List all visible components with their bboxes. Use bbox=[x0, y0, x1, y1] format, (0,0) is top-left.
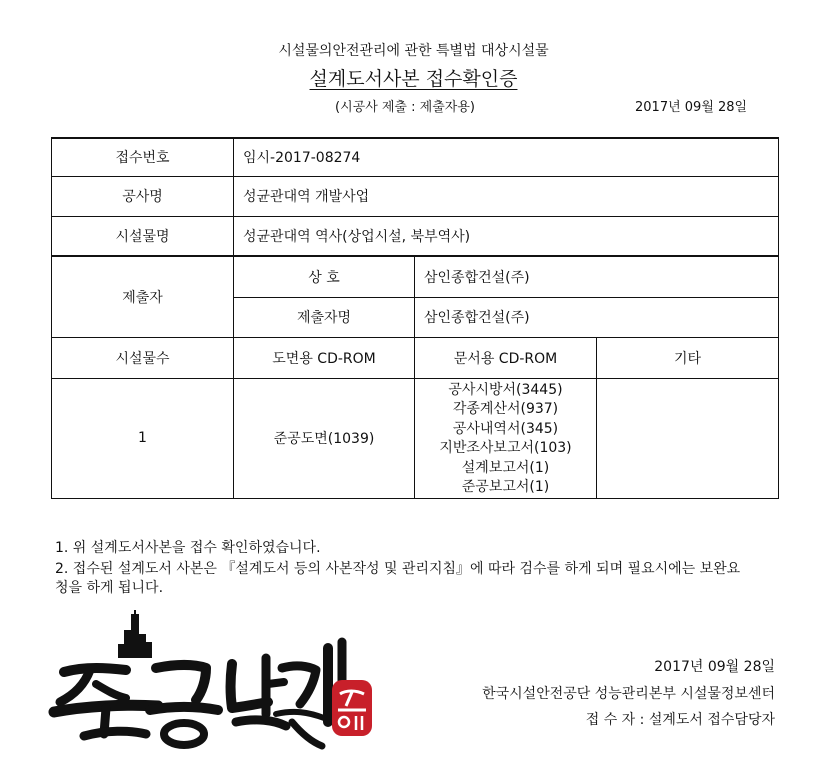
note-1: 1. 위 설계도서사본을 접수 확인하였습니다. bbox=[55, 540, 321, 556]
building-skyline-icon bbox=[118, 610, 152, 658]
document-cd-list bbox=[415, 378, 597, 498]
note-2-continued: 청을 하게 됩니다. bbox=[55, 580, 164, 596]
joongong-logo bbox=[46, 610, 376, 760]
seal-stamp-icon bbox=[332, 680, 372, 736]
company-label: 상 호 bbox=[234, 256, 415, 297]
note-2: 2. 접수된 설계도서 사본은 『설계도서 등의 사본작성 및 관리지침』에 따라 검수를 하게 되며 필요시에는 보완요 bbox=[55, 561, 741, 577]
drawing-cd-label: 도면용 CD-ROM bbox=[234, 337, 415, 378]
submitter-name-value: 삼인종합건설(주) bbox=[415, 297, 779, 337]
submitter-label: 제출자 bbox=[52, 256, 234, 337]
document-subtitle: 시설물의안전관리에 관한 특별법 대상시설물 bbox=[278, 43, 549, 59]
submission-purpose: (시공사 제출 : 제출자용) bbox=[335, 100, 475, 115]
document-item: 준공보고서(1) bbox=[461, 479, 550, 495]
facility-value: 성균관대역 역사(상업시설, 북부역사) bbox=[234, 216, 779, 256]
receipt-no-label: 접수번호 bbox=[52, 138, 234, 176]
drawing-cd-value: 준공도면(1039) bbox=[234, 378, 415, 498]
document-title-text: 설계도서사본 접수확인증 bbox=[309, 68, 518, 90]
project-row bbox=[52, 176, 779, 216]
submitter-company-row bbox=[52, 256, 779, 297]
document-item: 지반조사보고서(103) bbox=[439, 440, 572, 456]
issue-date: 2017년 09월 28일 bbox=[635, 100, 748, 115]
other-label: 기타 bbox=[597, 337, 779, 378]
document-title bbox=[0, 64, 827, 91]
document-item: 설계보고서(1) bbox=[461, 459, 550, 476]
cd-content-row bbox=[52, 378, 779, 498]
calligraphy-text-icon bbox=[54, 642, 342, 746]
receipt-no-row bbox=[52, 138, 779, 176]
document-item: 공사내역서(345) bbox=[452, 420, 559, 437]
submitter-name-label: 제출자명 bbox=[234, 297, 415, 337]
footer-organization: 한국시설안전공단 성능관리본부 시설물정보센터 bbox=[482, 686, 775, 702]
facility-count-value: 1 bbox=[52, 378, 234, 498]
receipt-form-table bbox=[51, 137, 779, 499]
document-item: 공사시방서(3445) bbox=[448, 381, 563, 398]
company-value: 삼인종합건설(주) bbox=[415, 256, 779, 297]
facility-label: 시설물명 bbox=[52, 216, 234, 256]
document-cd-label: 문서용 CD-ROM bbox=[415, 337, 597, 378]
cd-header-row bbox=[52, 337, 779, 378]
facility-count-label: 시설물수 bbox=[52, 337, 234, 378]
footer-date: 2017년 09월 28일 bbox=[654, 659, 775, 675]
other-value bbox=[597, 378, 779, 498]
document-item: 각종계산서(937) bbox=[452, 401, 559, 417]
footer-receiver: 접 수 자 : 설계도서 접수담당자 bbox=[585, 712, 775, 728]
receipt-no-value: 임시-2017-08274 bbox=[234, 138, 779, 176]
project-label: 공사명 bbox=[52, 176, 234, 216]
facility-row bbox=[52, 216, 779, 256]
project-value: 성균관대역 개발사업 bbox=[234, 176, 779, 216]
